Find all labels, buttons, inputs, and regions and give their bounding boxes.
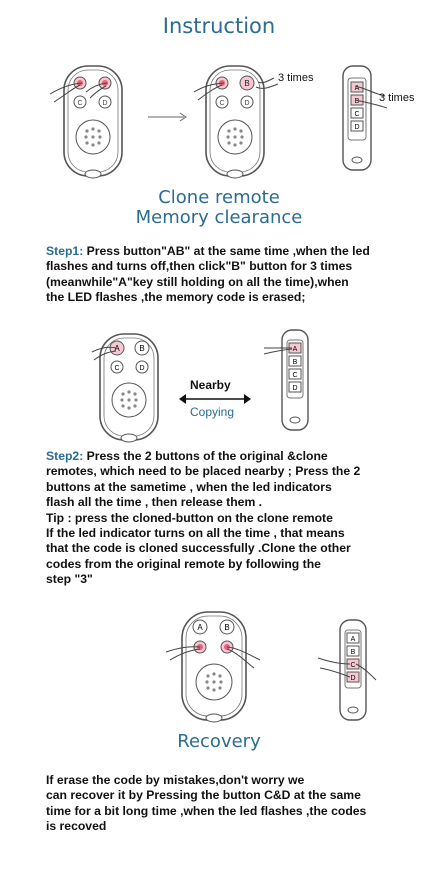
button-letter: B	[244, 79, 250, 88]
section-heading-recovery: Recovery	[177, 731, 261, 752]
step2-line: flash all the time , then release them .	[46, 495, 263, 510]
step1-line: (meanwhile"A"key still holding on all the time),when	[46, 274, 349, 289]
recovery-line: time for a bit long time ,when the led flashes ,the codes	[46, 803, 367, 818]
step1-label: Step1:	[46, 244, 84, 258]
button-letter: A	[197, 623, 203, 632]
step1-paragraph	[46, 244, 416, 306]
button-letter: D	[139, 365, 145, 372]
button-letter: B	[224, 623, 230, 632]
double-arrow-icon	[178, 394, 252, 404]
button-letter: D	[292, 385, 298, 392]
button-letter: A	[114, 344, 120, 353]
step2-label: Step2:	[46, 449, 84, 463]
copying-label: Copying	[190, 405, 235, 419]
step2-line: buttons at the sametime , when the led indicators	[46, 479, 332, 494]
button-letter: D	[350, 675, 356, 682]
times-label: 3 times	[379, 92, 415, 104]
slim-remote-illustration	[278, 328, 318, 438]
slim-remote-illustration	[336, 618, 376, 728]
keyfob-remote-illustration	[50, 62, 130, 182]
step2-line: remotes, which need to be placed nearby ; Press the 2	[46, 464, 361, 479]
times-label: 3 times	[278, 72, 314, 84]
step2-paragraph	[46, 449, 416, 588]
button-letter: C	[77, 100, 83, 107]
button-letter: B	[139, 344, 145, 353]
keyfob-remote-illustration	[92, 330, 172, 450]
button-letter: A	[350, 636, 356, 643]
recovery-line: can recover it by Pressing the button C&D at the same	[46, 788, 361, 803]
nearby-label: Nearby	[190, 378, 231, 392]
button-letter: D	[244, 100, 250, 107]
button-letter: B	[350, 649, 356, 656]
step1-line: flashes and turns off,then click"B" button for 3 times	[46, 259, 353, 274]
step2-line: codes from the original remote by following the	[46, 556, 321, 571]
recovery-line: If erase the code by mistakes,don't worry we	[46, 773, 305, 787]
button-letter: C	[350, 662, 356, 669]
button-letter: C	[354, 111, 360, 118]
button-letter: C	[114, 365, 120, 372]
button-letter: B	[292, 359, 298, 366]
step2-line: If the led indicator turns on all the time , that means	[46, 526, 345, 541]
section-heading-clone: Clone remote	[158, 187, 280, 208]
button-letter: D	[354, 124, 360, 131]
step1-line: Press button"AB" at the same time ,when the led	[86, 244, 370, 258]
page-title: Instruction	[162, 14, 276, 38]
keyfob-remote-illustration	[172, 608, 262, 728]
step2-line: Press the 2 buttons of the original &clone	[86, 449, 328, 463]
button-letter: D	[102, 100, 108, 107]
button-letter: C	[292, 372, 298, 379]
slim-remote-illustration	[337, 64, 377, 174]
button-letter: A	[354, 85, 360, 92]
button-letter: A	[292, 346, 298, 353]
recovery-paragraph	[46, 773, 416, 835]
button-letter: B	[354, 98, 360, 105]
step1-line: the LED flashes ,the memory code is erased;	[46, 290, 306, 305]
arrow-right-icon	[148, 112, 188, 122]
recovery-line: is recoved	[46, 819, 107, 834]
keyfob-remote-illustration	[200, 62, 280, 182]
step2-tip-line: Tip : press the cloned-button on the clone remote	[46, 510, 333, 525]
section-heading-memory: Memory clearance	[135, 207, 303, 228]
step2-line: that the code is cloned successfully .Clone the other	[46, 541, 351, 556]
step2-line: step "3"	[46, 572, 93, 587]
button-letter: C	[219, 100, 225, 107]
